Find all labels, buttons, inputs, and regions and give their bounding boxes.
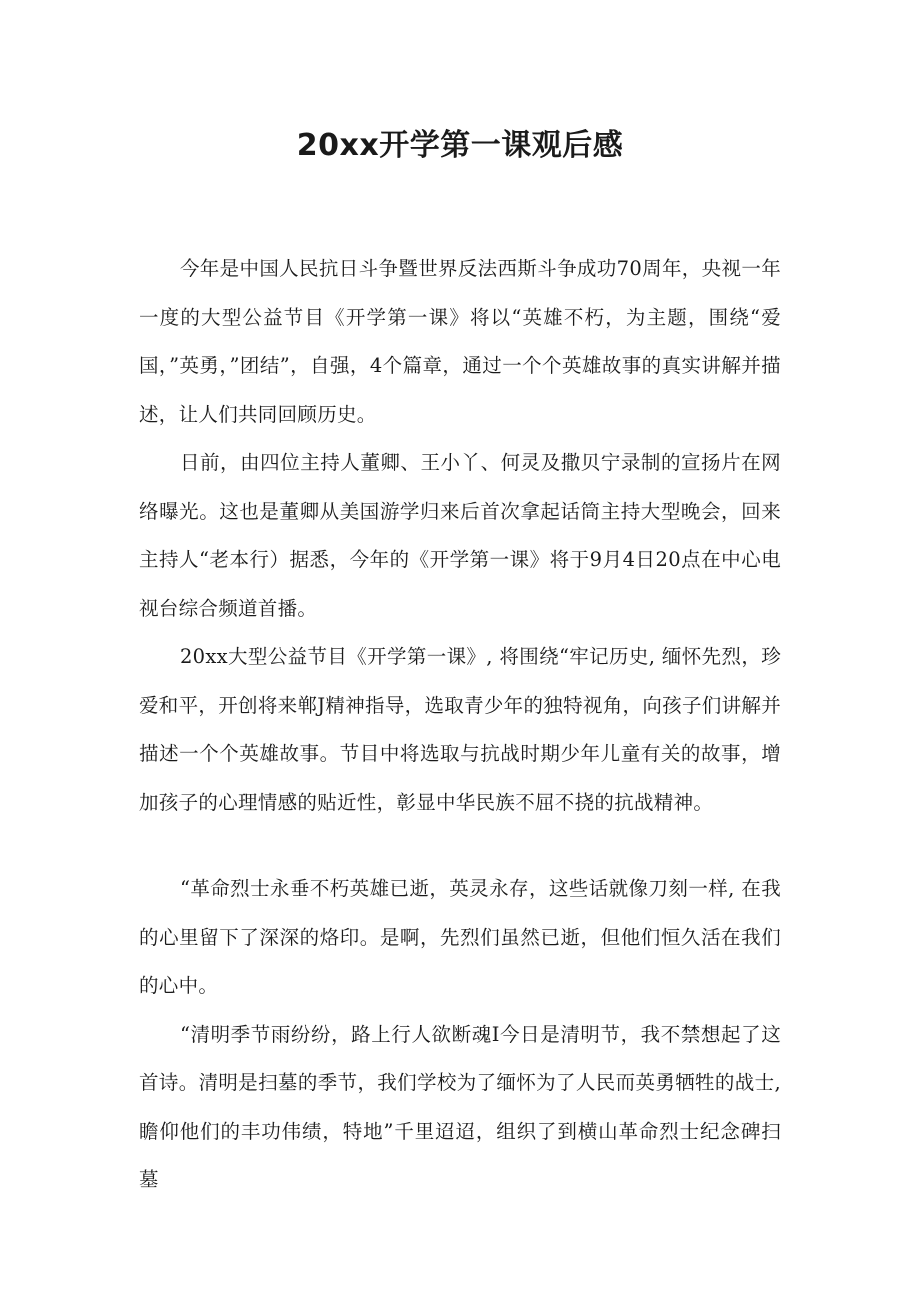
paragraph-5: “清明季节雨纷纷，路上行人欲断魂I今日是清明节，我不禁想起了这首诗。清明是扫墓的季节，我们学校为了缅怀为了人民而英勇牺牲的战士, 瞻仰他们的丰功伟绩，特地”千里迢迢，组织了到横山革命烈士纪念碑扫墓 bbox=[139, 1022, 781, 1191]
paragraph-1: 今年是中国人民抗日斗争暨世界反法西斯斗争成功70周年，央视一年一度的大型公益节目《开学第一课》将以“英雄不朽，为主题，围绕“爱国，”英勇，”团结”，自强，4个篇章，通过一个个英雄故事的真实讲解并描述，让人们共同回顾历史。 bbox=[139, 257, 781, 426]
paragraph-3: 20xx大型公益节目《开学第一课》, 将围绕“牢记历史, 缅怀先烈，珍爱和平，开创将来郸J精神指导，选取青少年的独特视角，向孩子们讲解并描述一个个英雄故事。节目中将选取与抗战时期少年儿童有关的故事，增加孩子的心理情感的贴近性，彰显中华民族不屈不挠的抗战精神。 bbox=[139, 645, 781, 814]
section-1 bbox=[139, 245, 781, 827]
section-2 bbox=[139, 865, 781, 1205]
paragraph-2: 日前，由四位主持人董卿、王小丫、何灵及撒贝宁录制的宣扬片在网络曝光。这也是董卿从美国游学归来后首次拿起话筒主持大型晚会，回来主持人“老本行）据悉，今年的《开学第一课》将于9月4日20点在中心电视台综合频道首播。 bbox=[139, 451, 781, 620]
document-title: 20xx开学第一课观后感 bbox=[296, 128, 624, 163]
paragraph-4: “革命烈士永垂不朽英雄已逝，英灵永存，这些话就像刀刻一样, 在我的心里留下了深深的烙印。是啊，先烈们虽然已逝，但他们恒久活在我们的心中。 bbox=[139, 877, 781, 997]
